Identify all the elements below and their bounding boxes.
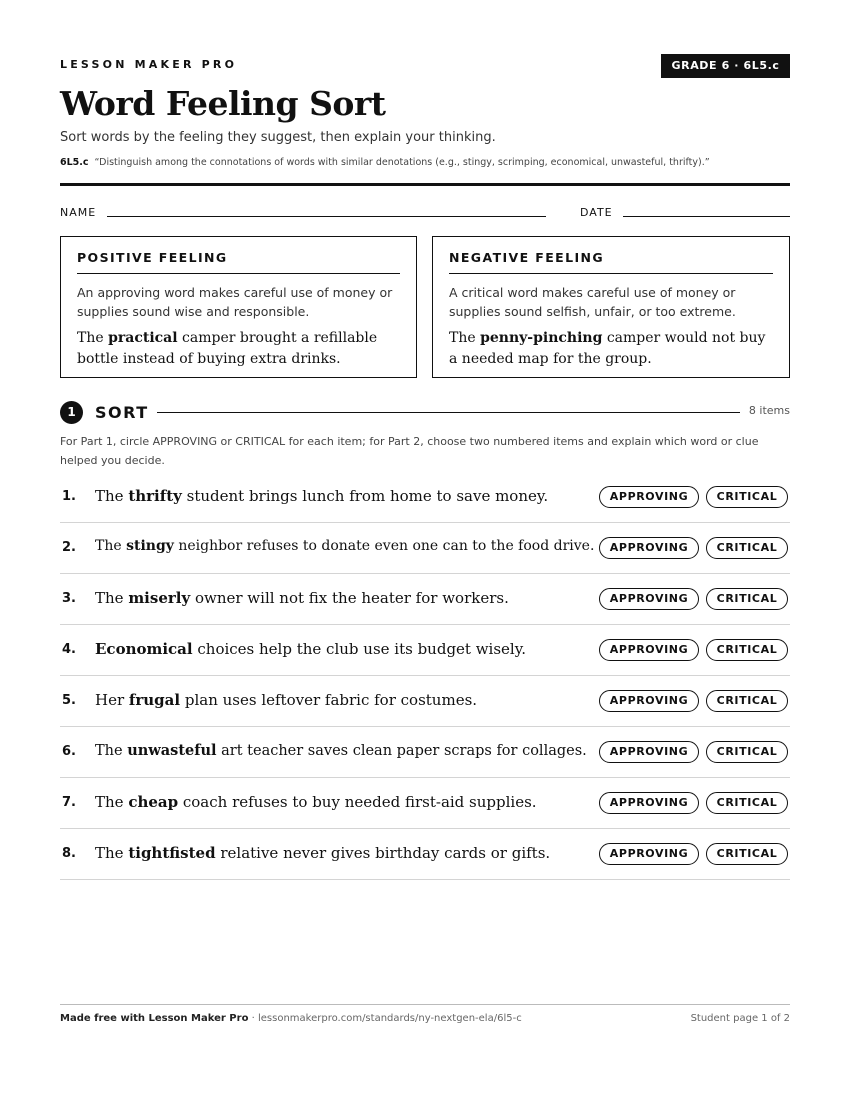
- approving-choice[interactable]: APPROVING: [599, 690, 699, 712]
- item-number: 5.: [62, 693, 76, 708]
- target-word: stingy: [126, 538, 174, 554]
- example-post: camper brought a refillable bottle instead of buying extra drinks.: [77, 330, 378, 367]
- list-item: [60, 574, 790, 625]
- sentence-pre: The: [95, 589, 129, 607]
- section-number: 1: [60, 401, 83, 424]
- item-sentence: [95, 640, 526, 658]
- item-number: 1.: [62, 489, 76, 504]
- sentence-pre: The: [95, 844, 129, 862]
- example-word: practical: [108, 330, 178, 346]
- section-instructions: For Part 1, circle APPROVING or CRITICAL for each item; for Part 2, choose two numbered items and explain which word or clue helped you decide.: [60, 435, 759, 467]
- box-heading: POSITIVE FEELING: [77, 250, 400, 274]
- sentence-post: owner will not fix the heater for workers.: [190, 589, 509, 607]
- item-number: 8.: [62, 846, 76, 861]
- sentence-pre: The: [95, 487, 129, 505]
- name-field[interactable]: [107, 216, 546, 217]
- list-item: [60, 829, 790, 880]
- footer-divider: [60, 1004, 790, 1005]
- box-example: [77, 328, 400, 370]
- example-pre: The: [77, 330, 109, 346]
- critical-choice[interactable]: CRITICAL: [706, 486, 788, 508]
- negative-feeling-box: [432, 236, 790, 378]
- approving-choice[interactable]: APPROVING: [599, 639, 699, 661]
- standard-text: “Distinguish among the connotations of words with similar denotations (e.g., stingy, scrimping, economical, unwasteful, thrifty).”: [94, 157, 710, 168]
- item-sentence: [95, 691, 477, 709]
- item-sentence: [95, 487, 548, 505]
- approving-choice[interactable]: APPROVING: [599, 537, 699, 559]
- critical-choice[interactable]: CRITICAL: [706, 588, 788, 610]
- date-label: DATE: [580, 206, 613, 219]
- positive-feeling-box: [60, 236, 417, 378]
- box-example: [449, 328, 773, 370]
- section-divider: [157, 412, 740, 413]
- item-number: 7.: [62, 795, 76, 810]
- critical-choice[interactable]: CRITICAL: [706, 792, 788, 814]
- sentence-post: art teacher saves clean paper scraps for collages.: [216, 743, 587, 759]
- sentence-pre: Her: [95, 691, 129, 709]
- standard-code: 6L5.c: [60, 157, 89, 168]
- brand-name: LESSON MAKER PRO: [60, 58, 238, 71]
- item-sentence: [95, 538, 594, 554]
- sentence-pre: The: [95, 743, 128, 759]
- footer-credit: [60, 1013, 522, 1024]
- standard-line: [60, 157, 790, 168]
- item-sentence: [95, 793, 537, 811]
- page-subtitle: Sort words by the feeling they suggest, then explain your thinking.: [60, 130, 496, 145]
- example-pre: The: [449, 330, 481, 346]
- item-number: 3.: [62, 591, 76, 606]
- page-title: Word Feeling Sort: [60, 84, 386, 123]
- list-item: [60, 778, 790, 829]
- sentence-post: relative never gives birthday cards or gifts.: [215, 844, 551, 862]
- footer-page-number: Student page 1 of 2: [690, 1013, 790, 1024]
- section-title: SORT: [95, 403, 149, 422]
- item-count: 8 items: [748, 404, 790, 417]
- example-post: camper would not buy a needed map for the group.: [449, 330, 766, 367]
- approving-choice[interactable]: APPROVING: [599, 741, 699, 763]
- critical-choice[interactable]: CRITICAL: [706, 537, 788, 559]
- list-item: [60, 523, 790, 574]
- date-field[interactable]: [623, 216, 790, 217]
- critical-choice[interactable]: CRITICAL: [706, 741, 788, 763]
- target-word: thrifty: [128, 487, 182, 505]
- box-heading: NEGATIVE FEELING: [449, 250, 773, 274]
- footer-made-by: Made free with Lesson Maker Pro: [60, 1013, 249, 1024]
- list-item: [60, 472, 790, 523]
- item-number: 2.: [62, 540, 76, 555]
- sentence-pre: The: [95, 793, 129, 811]
- target-word: frugal: [128, 691, 181, 709]
- sentence-post: student brings lunch from home to save money.: [181, 487, 549, 505]
- target-word: cheap: [128, 793, 179, 811]
- target-word: miserly: [128, 589, 191, 607]
- item-list: [60, 472, 790, 880]
- sentence-post: coach refuses to buy needed first-aid supplies.: [178, 793, 537, 811]
- sentence-post: neighbor refuses to donate even one can to the food drive.: [173, 538, 595, 554]
- approving-choice[interactable]: APPROVING: [599, 843, 699, 865]
- item-number: 4.: [62, 642, 76, 657]
- approving-choice[interactable]: APPROVING: [599, 588, 699, 610]
- target-word: Economical: [95, 640, 193, 658]
- footer-url: · lessonmakerpro.com/standards/ny-nextgen-ela/6l5-c: [248, 1013, 522, 1024]
- box-description: An approving word makes careful use of money or supplies sound wise and responsible.: [77, 285, 393, 319]
- approving-choice[interactable]: APPROVING: [599, 792, 699, 814]
- target-word: unwasteful: [127, 742, 217, 759]
- critical-choice[interactable]: CRITICAL: [706, 639, 788, 661]
- grade-badge: GRADE 6 · 6L5.c: [661, 54, 790, 78]
- sentence-post: plan uses leftover fabric for costumes.: [180, 691, 478, 709]
- worksheet-page: [60, 0, 790, 1100]
- item-sentence: [95, 742, 587, 759]
- critical-choice[interactable]: CRITICAL: [706, 690, 788, 712]
- list-item: [60, 727, 790, 778]
- list-item: [60, 676, 790, 727]
- critical-choice[interactable]: CRITICAL: [706, 843, 788, 865]
- sentence-pre: The: [95, 538, 127, 554]
- sentence-post: choices help the club use its budget wisely.: [192, 640, 526, 658]
- approving-choice[interactable]: APPROVING: [599, 486, 699, 508]
- example-word: penny-pinching: [480, 330, 603, 346]
- item-number: 6.: [62, 744, 76, 759]
- name-label: NAME: [60, 206, 97, 219]
- target-word: tightfisted: [128, 844, 216, 862]
- header-divider: [60, 183, 790, 186]
- list-item: [60, 625, 790, 676]
- item-sentence: [95, 589, 509, 607]
- box-description: A critical word makes careful use of money or supplies sound selfish, unfair, or too extreme.: [449, 285, 736, 319]
- item-sentence: [95, 844, 550, 862]
